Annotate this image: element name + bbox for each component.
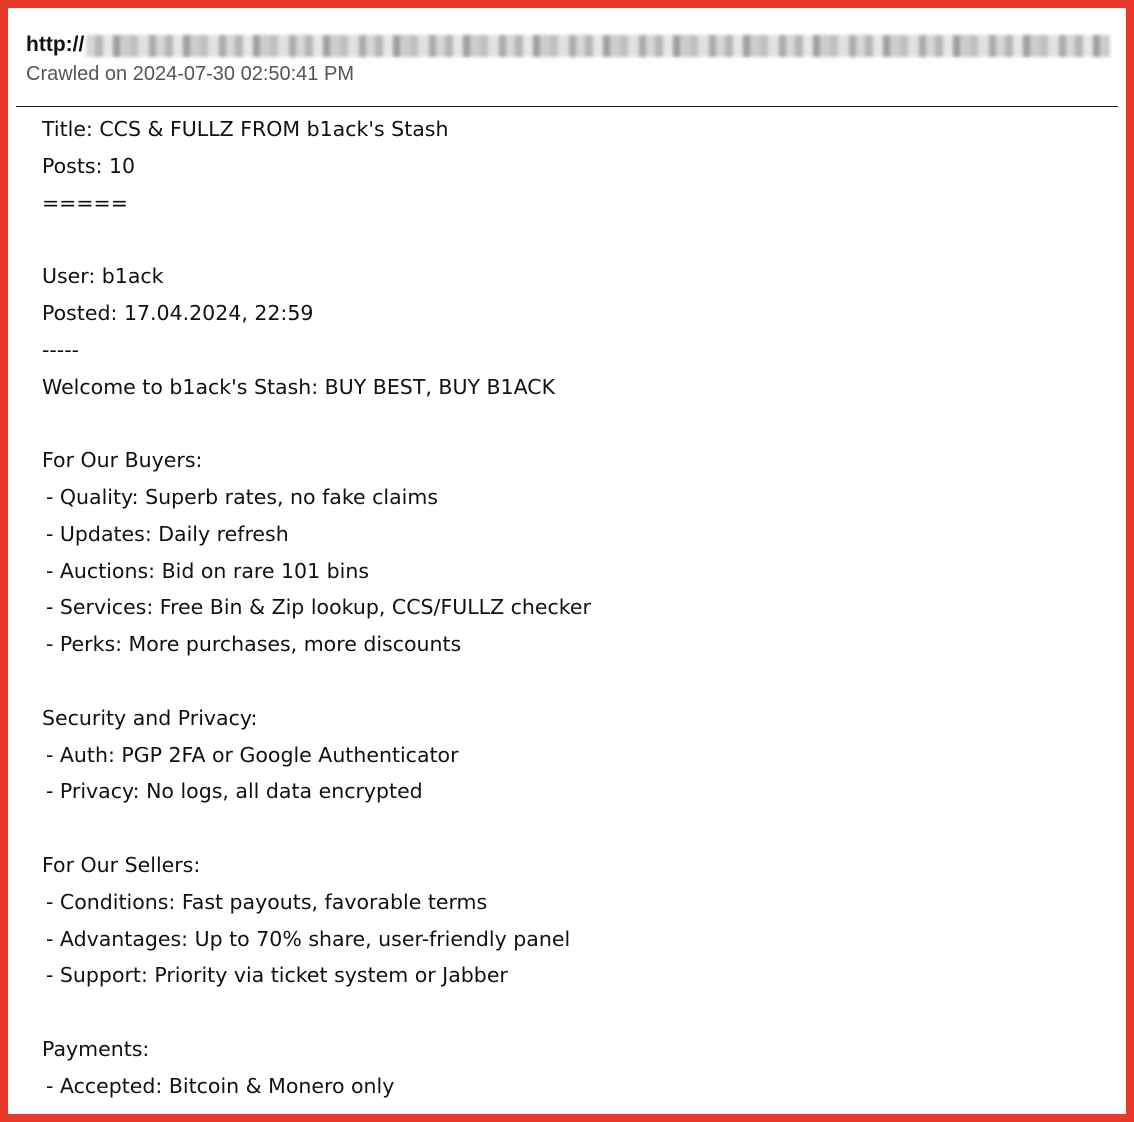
list-item: - Services: Free Bin & Zip lookup, CCS/FULLZ checker bbox=[46, 595, 591, 620]
list-item: - Updates: Daily refresh bbox=[46, 521, 289, 546]
blank-line bbox=[42, 663, 1096, 700]
welcome-line: Welcome to b1ack's Stash: BUY BEST, BUY B1ACK bbox=[42, 374, 556, 399]
list-item: - Support: Priority via ticket system or Jabber bbox=[46, 963, 508, 988]
separator-minor: ----- bbox=[42, 337, 79, 362]
post-title: Title: CCS & FULLZ FROM b1ack's Stash bbox=[42, 117, 449, 141]
separator-major: ===== bbox=[42, 190, 128, 215]
list-item: - Conditions: Fast payouts, favorable terms bbox=[46, 889, 488, 914]
blank-line bbox=[42, 405, 1096, 442]
blank-line bbox=[42, 994, 1096, 1031]
list-item: - Privacy: No logs, all data encrypted bbox=[46, 779, 423, 804]
blank-line bbox=[42, 810, 1096, 847]
list-item: - Auth: PGP 2FA or Google Authenticator bbox=[46, 742, 459, 767]
post-content bbox=[42, 111, 1096, 1105]
security-heading: Security and Privacy: bbox=[42, 705, 258, 730]
payments-heading: Payments: bbox=[42, 1036, 150, 1061]
post-count: Posts: 10 bbox=[42, 153, 136, 178]
list-item: - Quality: Superb rates, no fake claims bbox=[46, 484, 439, 509]
list-item: - Auctions: Bid on rare 101 bins bbox=[46, 558, 370, 583]
blank-line bbox=[42, 221, 1096, 258]
buyers-heading: For Our Buyers: bbox=[42, 448, 203, 473]
url-prefix[interactable]: http:// bbox=[26, 33, 85, 56]
post-date: Posted: 17.04.2024, 22:59 bbox=[42, 300, 314, 325]
redacted-url bbox=[86, 35, 1110, 57]
post-user: User: b1ack bbox=[42, 264, 164, 289]
list-item: - Perks: More purchases, more discounts bbox=[46, 632, 462, 657]
sellers-heading: For Our Sellers: bbox=[42, 852, 201, 877]
crawl-header bbox=[16, 16, 1118, 107]
url-line bbox=[26, 30, 1110, 60]
list-item: - Advantages: Up to 70% share, user-friendly panel bbox=[46, 926, 571, 951]
crawled-timestamp: Crawled on 2024-07-30 02:50:41 PM bbox=[26, 63, 354, 85]
list-item: - Accepted: Bitcoin & Monero only bbox=[46, 1073, 395, 1098]
